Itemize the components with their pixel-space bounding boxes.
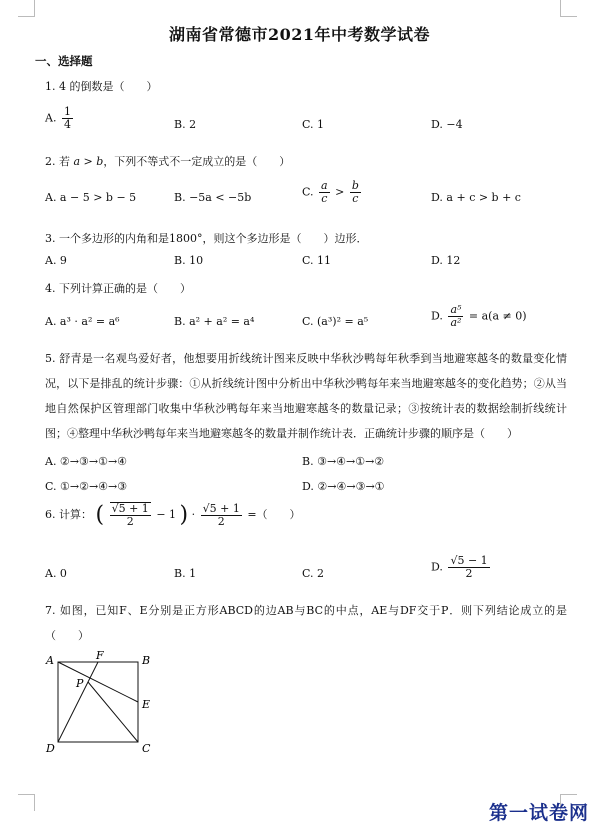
q2-stem-pre: 2. 若 <box>45 155 74 168</box>
label-f: F <box>96 650 104 662</box>
q1-option-a <box>45 106 75 131</box>
q4-d-denominator: a² <box>450 316 462 330</box>
label-b: B <box>142 654 151 667</box>
segment-ae <box>58 662 138 702</box>
q2-option-d: D. a + c > b + c <box>431 191 521 204</box>
q2-c-den-2: c <box>352 192 359 206</box>
label-a: A <box>46 654 54 667</box>
q6-option-a: A. 0 <box>45 567 67 580</box>
q6-option-d <box>431 555 492 580</box>
q6-stem-pre: 6. 计算： <box>45 508 92 522</box>
q4-option-b: B. a² + a² = a⁴ <box>174 315 255 328</box>
square-diagram <box>40 650 170 760</box>
q6-d-numerator: √5 − 1 <box>450 554 488 567</box>
q1-a-label: A. <box>45 111 57 125</box>
q2-stem-var: a > b <box>73 155 104 168</box>
q1-a-denominator: 4 <box>63 118 71 132</box>
q6-dot: · <box>191 508 196 522</box>
q4-option-c: C. (a³)² = a⁵ <box>302 315 369 328</box>
q6-fraction-2 <box>201 503 242 528</box>
crop-mark-top-left <box>18 0 35 17</box>
q2-c-num-1: a <box>321 179 328 192</box>
q2-stem <box>45 153 290 169</box>
q1-stem: 1. 4 的倒数是（ ） <box>45 80 158 93</box>
q1-option-c: C. 1 <box>302 118 325 131</box>
label-p: P <box>76 677 84 690</box>
q6-option-c: C. 2 <box>302 567 325 580</box>
q3-option-b: B. 10 <box>174 254 204 267</box>
q5-option-b: B. ③→④→①→② <box>302 455 385 468</box>
q3-option-d: D. 12 <box>431 254 461 267</box>
q4-d-post: = a(a ≠ 0) <box>468 309 527 323</box>
q6-minus-one: − 1 <box>156 508 177 522</box>
q1-option-d: D. −4 <box>431 118 463 131</box>
q3-stem: 3. 一个多边形的内角和是1800°，则这个多边形是（ ）边形． <box>45 232 368 245</box>
q6-fraction-1 <box>110 502 151 528</box>
segment-pc <box>88 682 138 742</box>
q2-stem-post: ，下列不等式不一定成立的是（ ） <box>103 155 291 168</box>
label-e: E <box>142 698 151 711</box>
q7-stem: 7. 如图，已知F、E分别是正方形ABCD的边AB与BC的中点，AE与DF交于P．则下列结论成立的是（ ） <box>45 604 567 642</box>
q2-option-c <box>302 180 363 205</box>
q6-den-2: 2 <box>217 514 225 528</box>
q5-option-a: A. ②→③→①→④ <box>45 455 128 468</box>
q5-stem: 5. 舒青是一名观鸟爱好者，他想要用折线统计图来反映中华秋沙鸭每年秋季到当地避寒越冬的数量变化情况，以下是排乱的统计步骤：①从折线统计图中分析出中华秋沙鸭每年来当地避寒越冬的变化趋势；②从当地自然保护区管理部门收集中华秋沙鸭每年来当地避寒越冬的数量记录；③按统计表的数据绘制折线统计图；④整理中华秋沙鸭每年来当地避寒越冬的数量并制作统计表．正确统计步骤的顺序是（ ） <box>45 352 567 440</box>
q2-option-a: A. a − 5 > b − 5 <box>45 191 137 204</box>
q4-d-fraction <box>448 304 463 329</box>
q6-stem <box>45 502 301 528</box>
q6-d-fraction <box>448 555 489 580</box>
q2-c-num-2: b <box>351 179 359 192</box>
q4-option-d <box>431 304 527 329</box>
q6-stem-post: =（ ） <box>247 508 301 522</box>
crop-mark-bottom-left <box>18 794 35 811</box>
q6-right-paren: ) <box>179 502 189 528</box>
q1-a-numerator: 1 <box>63 105 71 118</box>
crop-mark-top-right <box>560 0 577 17</box>
q1-a-fraction <box>62 106 73 131</box>
segment-df <box>58 662 98 742</box>
q2-c-fraction-1 <box>319 180 330 205</box>
q2-c-label: C. <box>302 185 314 199</box>
q6-d-denominator: 2 <box>465 567 473 581</box>
q3-option-c: C. 11 <box>302 254 332 267</box>
q6-left-paren: ( <box>95 502 105 528</box>
square-abcd <box>58 662 138 742</box>
label-d: D <box>46 742 55 755</box>
q2-c-fraction-2 <box>350 180 361 205</box>
q6-d-label: D. <box>431 560 443 574</box>
q2-c-operator: > <box>335 185 345 199</box>
q1-option-b: B. 2 <box>174 118 197 131</box>
q4-option-a: A. a³ · a² = a⁶ <box>45 315 120 328</box>
page-title: 湖南省常德市2021年中考数学试卷 <box>168 25 431 44</box>
q3-option-a: A. 9 <box>45 254 67 267</box>
section-heading: 一、选择题 <box>35 54 93 68</box>
q6-option-b: B. 1 <box>174 567 197 580</box>
q6-num-1: √5 + 1 <box>111 502 149 515</box>
label-c: C <box>142 742 151 755</box>
q4-stem: 4. 下列计算正确的是（ ） <box>45 282 191 295</box>
q5-option-d: D. ②→④→③→① <box>302 480 385 493</box>
footer-watermark: 第一试卷网 <box>488 802 589 824</box>
q2-c-den-1: c <box>321 192 328 206</box>
q2-option-b: B. −5a < −5b <box>174 191 252 204</box>
q6-num-2: √5 + 1 <box>202 501 240 515</box>
q5-option-c: C. ①→②→④→③ <box>45 480 128 493</box>
q4-d-label: D. <box>431 309 443 323</box>
q4-d-numerator: a⁵ <box>450 303 462 316</box>
q6-den-1: 2 <box>126 515 134 529</box>
